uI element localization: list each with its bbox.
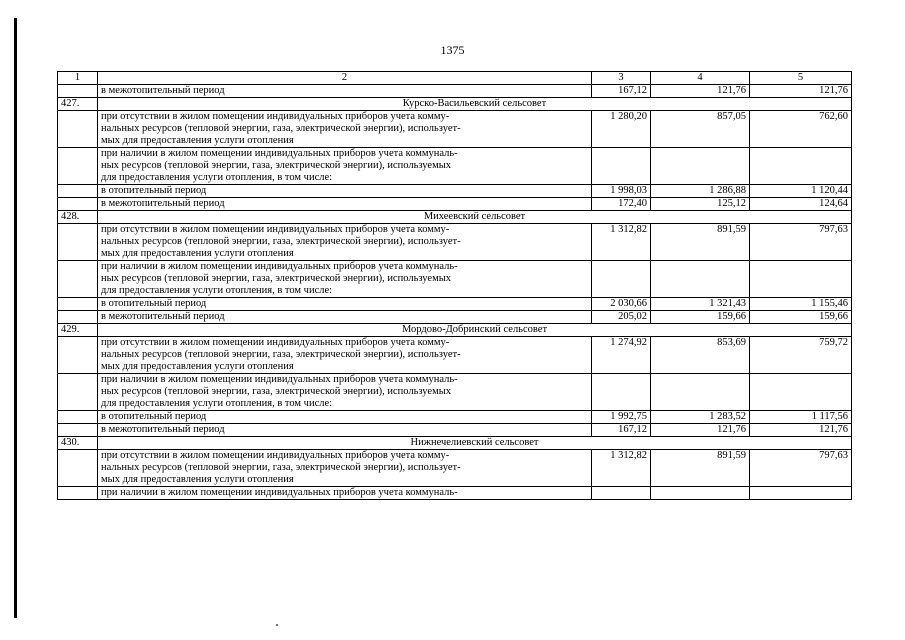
value-col-3: 1 280,20 xyxy=(592,111,651,148)
row-label-line: для предоставления услуги отопления, в том числе: xyxy=(101,172,333,183)
row-label: в отопительный период xyxy=(98,185,592,198)
row-label: в отопительный период xyxy=(98,298,592,311)
row-number-cell xyxy=(58,311,98,324)
value-col-5 xyxy=(750,374,852,411)
page-number: 1375 xyxy=(440,43,465,57)
value-col-4 xyxy=(651,487,750,500)
tariff-table xyxy=(57,71,852,500)
row-number-cell xyxy=(58,487,98,500)
value-col-4: 121,76 xyxy=(651,85,750,98)
row-number-cell xyxy=(58,298,98,311)
row-number-cell xyxy=(58,261,98,298)
value-col-4: 1 283,52 xyxy=(651,411,750,424)
row-label: в межотопительный период xyxy=(98,198,592,211)
table-row xyxy=(58,148,852,185)
table-row xyxy=(58,411,852,424)
value-col-3: 1 274,92 xyxy=(592,337,651,374)
row-label-line: при отсутствии в жилом помещении индивидуальных приборов учета комму- xyxy=(101,337,450,348)
row-label-line: мых для предоставления услуги отопления xyxy=(101,248,294,259)
value-col-4: 159,66 xyxy=(651,311,750,324)
row-label-line: при наличии в жилом помещении индивидуальных приборов учета коммуналь- xyxy=(101,374,458,385)
row-label xyxy=(98,337,592,374)
section-number: 428. xyxy=(58,211,98,224)
row-label-line: при наличии в жилом помещении индивидуальных приборов учета коммуналь- xyxy=(101,261,458,272)
row-label-line: ных ресурсов (тепловой энергии, газа, электрической энергии), используемых xyxy=(101,273,452,284)
row-label xyxy=(98,261,592,298)
value-col-5: 759,72 xyxy=(750,337,852,374)
row-label-line: нальных ресурсов (тепловой энергии, газа, электрической энергии), использует- xyxy=(101,123,461,134)
value-col-5: 797,63 xyxy=(750,224,852,261)
row-label-line: при наличии в жилом помещении индивидуальных приборов учета коммуналь- xyxy=(101,487,458,498)
value-col-5: 121,76 xyxy=(750,424,852,437)
section-title: Михеевский сельсовет xyxy=(98,211,852,224)
row-number-cell xyxy=(58,424,98,437)
value-col-5 xyxy=(750,487,852,500)
row-number-cell xyxy=(58,198,98,211)
value-col-4: 1 321,43 xyxy=(651,298,750,311)
row-label-line: при наличии в жилом помещении индивидуальных приборов учета коммуналь- xyxy=(101,148,458,159)
row-number-cell xyxy=(58,411,98,424)
value-col-4: 1 286,88 xyxy=(651,185,750,198)
scan-speck xyxy=(276,624,278,626)
value-col-4 xyxy=(651,374,750,411)
row-label-line: ных ресурсов (тепловой энергии, газа, электрической энергии), используемых xyxy=(101,160,452,171)
row-label xyxy=(98,374,592,411)
section-title: Курско-Васильевский сельсовет xyxy=(98,98,852,111)
table-row xyxy=(58,424,852,437)
value-col-3: 1 992,75 xyxy=(592,411,651,424)
row-label-line: нальных ресурсов (тепловой энергии, газа, электрической энергии), использует- xyxy=(101,462,461,473)
header-col-1: 1 xyxy=(58,72,98,85)
header-col-3: 3 xyxy=(592,72,651,85)
table-row xyxy=(58,311,852,324)
section-title: Нижнечелиевский сельсовет xyxy=(98,437,852,450)
row-label-line: для предоставления услуги отопления, в том числе: xyxy=(101,285,333,296)
value-col-3 xyxy=(592,374,651,411)
row-number-cell xyxy=(58,337,98,374)
table-row xyxy=(58,374,852,411)
header-row xyxy=(58,72,852,85)
value-col-5: 124,64 xyxy=(750,198,852,211)
value-col-3: 1 312,82 xyxy=(592,224,651,261)
row-label: в межотопительный период xyxy=(98,85,592,98)
section-number: 430. xyxy=(58,437,98,450)
table-row xyxy=(58,487,852,500)
value-col-4: 853,69 xyxy=(651,337,750,374)
value-col-3 xyxy=(592,148,651,185)
value-col-5: 159,66 xyxy=(750,311,852,324)
row-label: в межотопительный период xyxy=(98,424,592,437)
table-row xyxy=(58,85,852,98)
row-label: в отопительный период xyxy=(98,411,592,424)
row-label xyxy=(98,148,592,185)
value-col-5: 797,63 xyxy=(750,450,852,487)
value-col-5: 1 120,44 xyxy=(750,185,852,198)
row-label-line: для предоставления услуги отопления, в том числе: xyxy=(101,398,333,409)
section-row xyxy=(58,437,852,450)
table-row xyxy=(58,337,852,374)
row-label-line: нальных ресурсов (тепловой энергии, газа, электрической энергии), использует- xyxy=(101,236,461,247)
section-row xyxy=(58,324,852,337)
header-col-4: 4 xyxy=(651,72,750,85)
section-title: Мордово-Добринский сельсовет xyxy=(98,324,852,337)
row-number-cell xyxy=(58,148,98,185)
table-row xyxy=(58,111,852,148)
table-row xyxy=(58,298,852,311)
table-row xyxy=(58,450,852,487)
table-body xyxy=(58,72,852,500)
row-label-line: мых для предоставления услуги отопления xyxy=(101,474,294,485)
value-col-4: 891,59 xyxy=(651,224,750,261)
value-col-4 xyxy=(651,148,750,185)
value-col-3: 1 312,82 xyxy=(592,450,651,487)
section-row xyxy=(58,98,852,111)
row-label xyxy=(98,111,592,148)
row-label-line: при отсутствии в жилом помещении индивидуальных приборов учета комму- xyxy=(101,224,450,235)
row-label: в межотопительный период xyxy=(98,311,592,324)
value-col-3: 2 030,66 xyxy=(592,298,651,311)
section-number: 427. xyxy=(58,98,98,111)
value-col-4: 121,76 xyxy=(651,424,750,437)
value-col-3: 167,12 xyxy=(592,85,651,98)
row-label xyxy=(98,224,592,261)
value-col-3: 205,02 xyxy=(592,311,651,324)
section-number: 429. xyxy=(58,324,98,337)
value-col-4: 891,59 xyxy=(651,450,750,487)
header-col-2: 2 xyxy=(98,72,592,85)
value-col-5 xyxy=(750,148,852,185)
row-label-line: мых для предоставления услуги отопления xyxy=(101,361,294,372)
table-row xyxy=(58,261,852,298)
row-number-cell xyxy=(58,450,98,487)
value-col-5: 1 117,56 xyxy=(750,411,852,424)
value-col-4 xyxy=(651,261,750,298)
row-number-cell xyxy=(58,374,98,411)
row-number-cell xyxy=(58,185,98,198)
section-row xyxy=(58,211,852,224)
row-label xyxy=(98,487,592,500)
row-label-line: при отсутствии в жилом помещении индивидуальных приборов учета комму- xyxy=(101,111,450,122)
value-col-3: 172,40 xyxy=(592,198,651,211)
header-col-5: 5 xyxy=(750,72,852,85)
table-row xyxy=(58,224,852,261)
value-col-3: 167,12 xyxy=(592,424,651,437)
table-row xyxy=(58,198,852,211)
row-label-line: мых для предоставления услуги отопления xyxy=(101,135,294,146)
value-col-5: 762,60 xyxy=(750,111,852,148)
left-margin-bar xyxy=(14,18,17,618)
row-label-line: нальных ресурсов (тепловой энергии, газа, электрической энергии), использует- xyxy=(101,349,461,360)
value-col-3 xyxy=(592,487,651,500)
row-label xyxy=(98,450,592,487)
row-label-line: ных ресурсов (тепловой энергии, газа, электрической энергии), используемых xyxy=(101,386,452,397)
value-col-3 xyxy=(592,261,651,298)
row-number-cell xyxy=(58,111,98,148)
value-col-4: 857,05 xyxy=(651,111,750,148)
value-col-3: 1 998,03 xyxy=(592,185,651,198)
value-col-5: 121,76 xyxy=(750,85,852,98)
value-col-5 xyxy=(750,261,852,298)
row-number-cell xyxy=(58,85,98,98)
row-number-cell xyxy=(58,224,98,261)
table-row xyxy=(58,185,852,198)
value-col-4: 125,12 xyxy=(651,198,750,211)
row-label-line: при отсутствии в жилом помещении индивидуальных приборов учета комму- xyxy=(101,450,450,461)
value-col-5: 1 155,46 xyxy=(750,298,852,311)
